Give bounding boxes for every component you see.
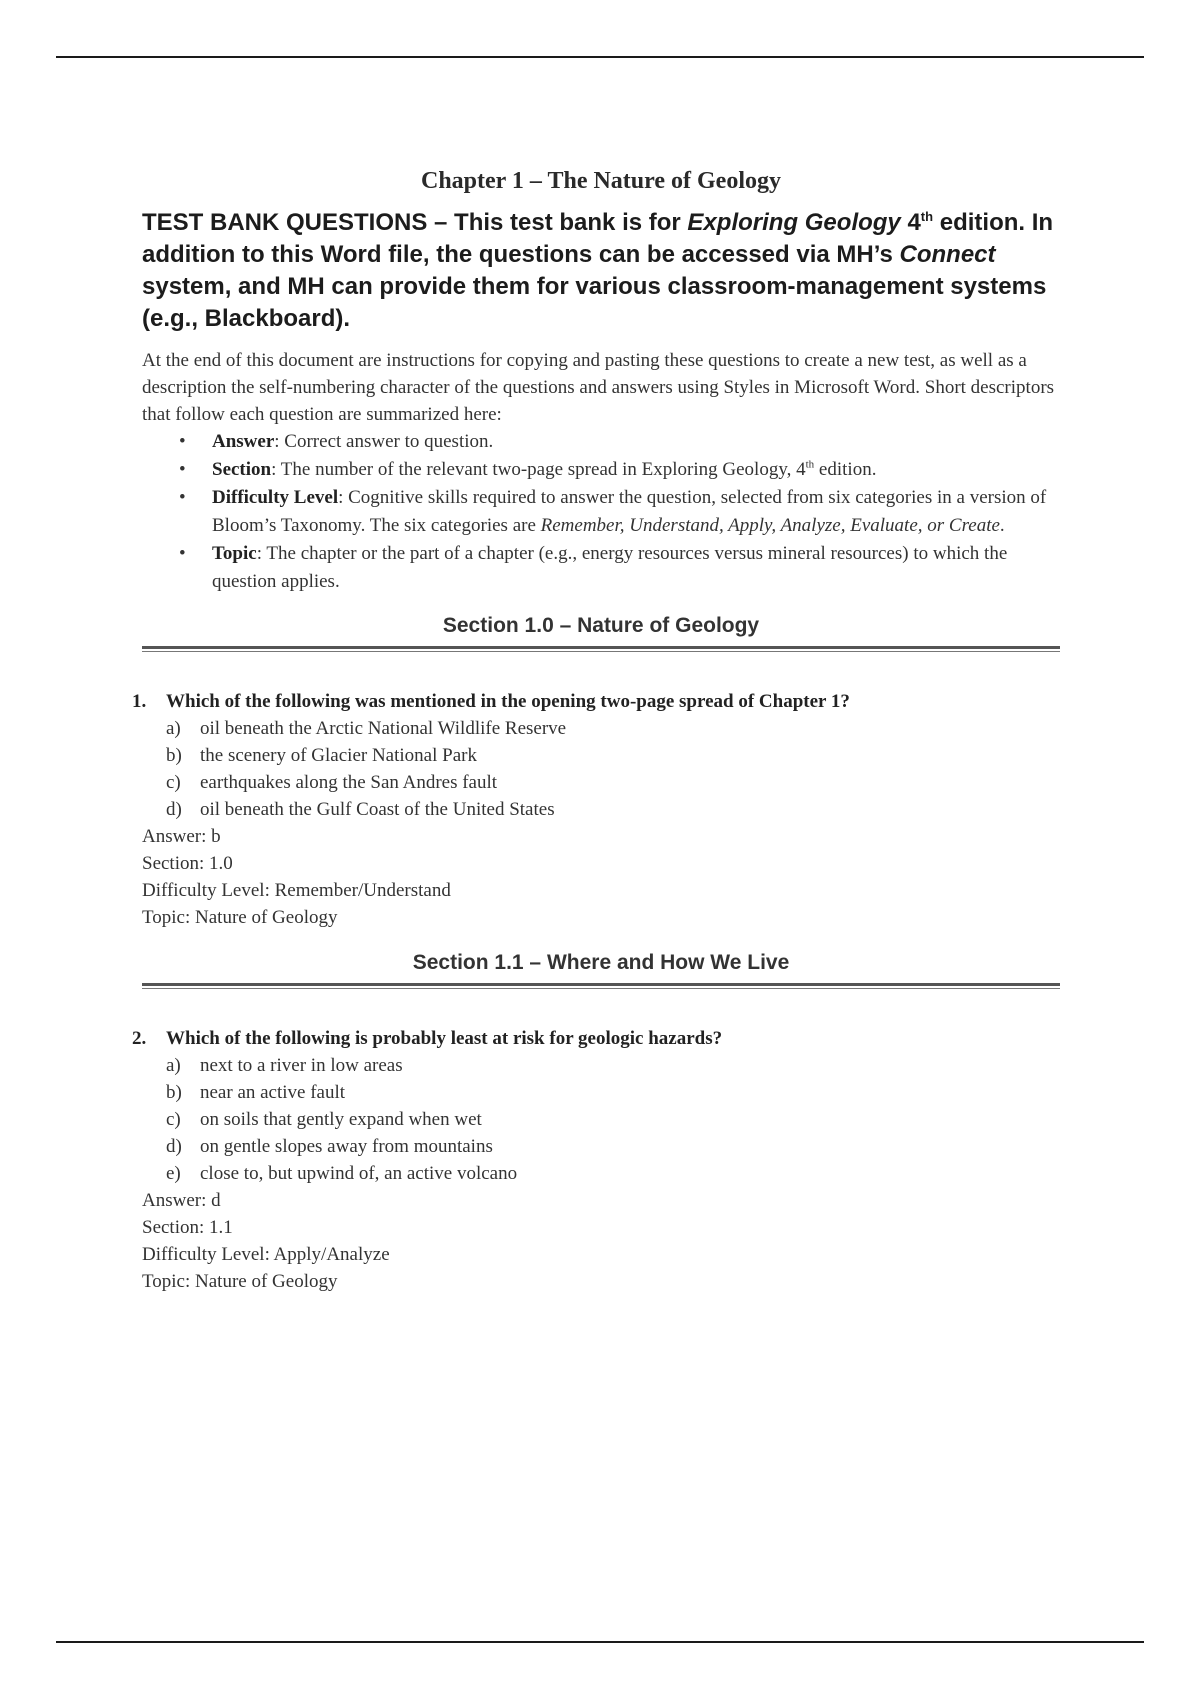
- bullet-icon: •: [179, 431, 186, 452]
- descriptor-text: .: [999, 515, 1005, 536]
- descriptor-section: [179, 456, 1060, 484]
- question-block: [132, 1025, 1060, 1295]
- choice-letter: b): [166, 745, 182, 766]
- topic-line: Topic: Nature of Geology: [142, 907, 338, 928]
- heading-text: edition. In addition to this Word file, the questions can be accessed via MH’s: [142, 209, 1054, 268]
- choice-letter: c): [166, 1109, 181, 1130]
- section-heading: Section 1.0 – Nature of Geology: [442, 614, 760, 637]
- document-body: [132, 168, 1060, 1295]
- descriptor-answer: [179, 428, 1060, 456]
- choice-text: the scenery of Glacier National Park: [200, 745, 477, 766]
- connect-name: Connect: [899, 241, 996, 268]
- descriptor-text: : Correct answer to question.: [274, 431, 494, 452]
- question-number: 1.: [132, 691, 147, 712]
- choice-letter: d): [166, 1136, 182, 1157]
- question-text: Which of the following is probably least at risk for geologic hazards?: [166, 1028, 723, 1049]
- choice-item: [166, 796, 1060, 823]
- section-divider: [142, 983, 1060, 989]
- question-stem: [132, 688, 1060, 715]
- choice-text: close to, but upwind of, an active volcano: [200, 1163, 518, 1184]
- choice-text: on soils that gently expand when wet: [200, 1109, 482, 1130]
- section-block: [132, 614, 1060, 931]
- answer-line: Answer: b: [142, 826, 221, 847]
- choice-text: near an active fault: [200, 1082, 346, 1103]
- section-line: Section: 1.1: [142, 1217, 233, 1238]
- choice-text: oil beneath the Gulf Coast of the United States: [200, 799, 555, 820]
- descriptor-text: : The number of the relevant two-page spread in Exploring Geology, 4: [271, 459, 806, 480]
- choice-letter: a): [166, 1055, 181, 1076]
- question-block: [132, 688, 1060, 931]
- choice-letter: b): [166, 1082, 182, 1103]
- descriptor-label: Topic: [212, 543, 257, 564]
- section-heading: Section 1.1 – Where and How We Live: [412, 951, 790, 974]
- bullet-icon: •: [179, 543, 186, 564]
- book-title: Exploring Geology: [687, 209, 901, 236]
- descriptor-label: Answer: [212, 431, 275, 452]
- bloom-categories: Remember, Understand, Apply, Analyze, Evaluate, or Create: [540, 515, 1000, 536]
- choice-list: [142, 715, 1060, 823]
- choice-item: [166, 1133, 1060, 1160]
- page-top-rule: [56, 56, 1144, 58]
- difficulty-line: Difficulty Level: Remember/Understand: [142, 880, 451, 901]
- bullet-icon: •: [179, 459, 186, 480]
- intro-paragraph: At the end of this document are instructions for copying and pasting these questions to create a new test, as well as a description the self-numbering character of the questions and answers using Styles in Microsoft Word. Short descriptors that follow each question are summarized here:: [142, 350, 1055, 425]
- choice-item: [166, 1079, 1060, 1106]
- descriptor-text: : Cognitive skills required to answer the question, selected from six categories in a version of Bloom’s Taxonomy. The six categories are: [212, 487, 1047, 536]
- choice-text: on gentle slopes away from mountains: [200, 1136, 493, 1157]
- choice-item: [166, 1160, 1060, 1187]
- section-divider: [142, 646, 1060, 652]
- bullet-icon: •: [179, 487, 186, 508]
- test-bank-heading: [142, 207, 1060, 335]
- edition-superscript: th: [920, 209, 934, 224]
- difficulty-line: Difficulty Level: Apply/Analyze: [142, 1244, 390, 1265]
- section-block: [132, 951, 1060, 1295]
- heading-text: system, and MH can provide them for various classroom-management systems (e.g., Blackboard).: [142, 273, 1047, 332]
- choice-letter: e): [166, 1163, 181, 1184]
- choice-text: next to a river in low areas: [200, 1055, 403, 1076]
- choice-item: [166, 1052, 1060, 1079]
- choice-letter: c): [166, 772, 181, 793]
- choice-text: oil beneath the Arctic National Wildlife Reserve: [200, 718, 567, 739]
- descriptor-label: Difficulty Level: [212, 487, 339, 508]
- edition-number: 4: [900, 209, 921, 236]
- choice-item: [166, 1106, 1060, 1133]
- section-line: Section: 1.0: [142, 853, 233, 874]
- choice-item: [166, 742, 1060, 769]
- choice-item: [166, 769, 1060, 796]
- question-text: Which of the following was mentioned in the opening two-page spread of Chapter 1?: [166, 691, 850, 712]
- choice-item: [166, 715, 1060, 742]
- descriptor-text: : The chapter or the part of a chapter (e.g., energy resources versus mineral resources) to which the question applies.: [212, 543, 1008, 592]
- question-number: 2.: [132, 1028, 147, 1049]
- choice-letter: a): [166, 718, 181, 739]
- descriptor-list: [142, 428, 1060, 596]
- chapter-title: Chapter 1 – The Nature of Geology: [421, 168, 781, 194]
- choice-letter: d): [166, 799, 182, 820]
- question-stem: [132, 1025, 1060, 1052]
- descriptor-difficulty: [179, 484, 1060, 540]
- choice-text: earthquakes along the San Andres fault: [200, 772, 498, 793]
- descriptor-text: edition.: [814, 459, 877, 480]
- topic-line: Topic: Nature of Geology: [142, 1271, 338, 1292]
- page-bottom-rule: [56, 1641, 1144, 1643]
- answer-line: Answer: d: [142, 1190, 221, 1211]
- edition-superscript: th: [805, 458, 815, 471]
- descriptor-topic: [179, 540, 1060, 596]
- descriptor-label: Section: [212, 459, 272, 480]
- heading-text: TEST BANK QUESTIONS – This test bank is for: [142, 209, 688, 236]
- choice-list: [142, 1052, 1060, 1187]
